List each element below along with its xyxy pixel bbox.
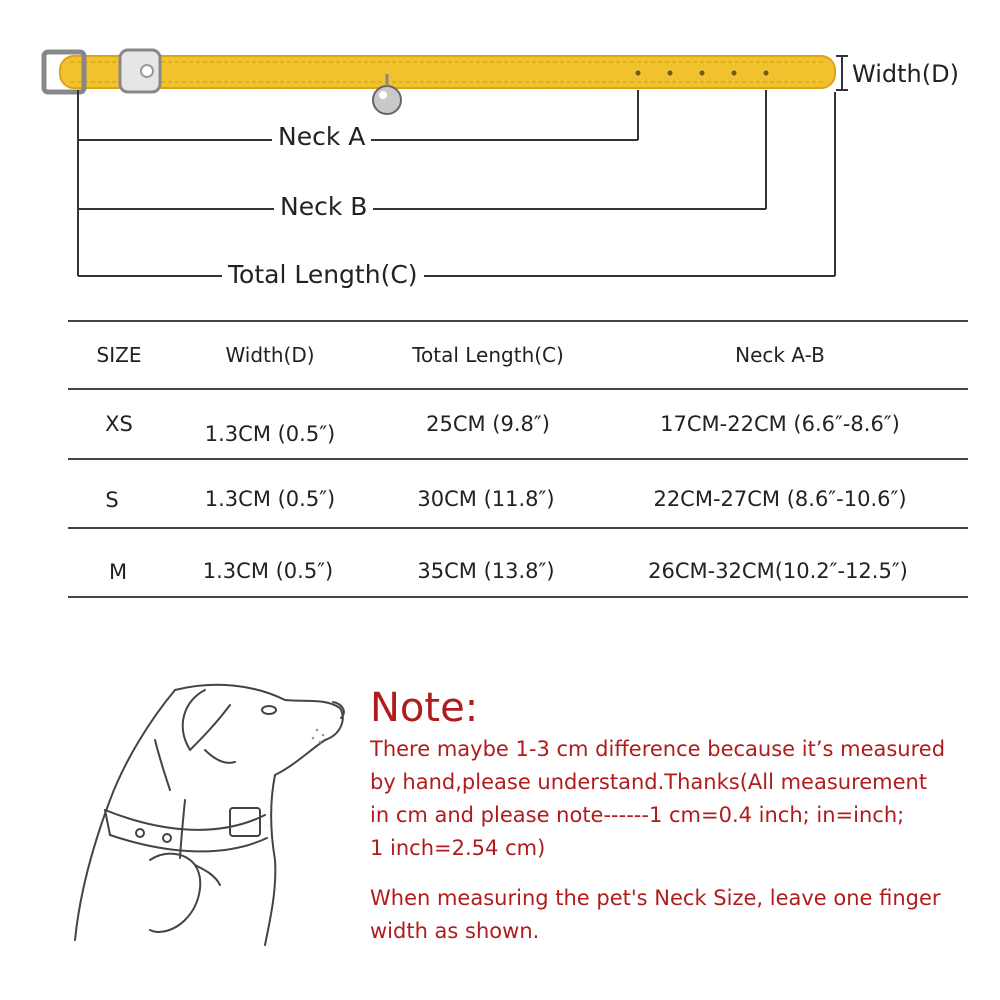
note-line: in cm and please note------1 cm=0.4 inch; in=inch; [370, 803, 905, 827]
table-cell: 22CM-27CM (8.6″-10.6″) [653, 487, 907, 511]
table-cell: 35CM (13.8″) [417, 559, 555, 583]
table-cell: M [108, 560, 128, 584]
bell-icon [373, 86, 401, 114]
header-size: SIZE [96, 343, 142, 367]
note-line: There maybe 1-3 cm difference because it’s measured [370, 737, 946, 761]
width-label: Width(D) [852, 60, 959, 88]
note-line: 1 inch=2.54 cm) [370, 836, 546, 860]
table-cell: 26CM-32CM(10.2″-12.5″) [648, 559, 908, 583]
instruction-line: When measuring the pet's Neck Size, leave one finger [370, 886, 941, 910]
header-total-length: Total Length(C) [412, 343, 564, 367]
header-neck: Neck A-B [735, 343, 825, 367]
total-length-label: Total Length(C) [222, 260, 424, 289]
neck-b-label: Neck B [274, 192, 373, 221]
collar-illustration [0, 0, 1000, 300]
table-cell: S [105, 488, 119, 512]
header-width: Width(D) [225, 343, 315, 367]
note-title: Note: [370, 685, 479, 731]
table-cell: 30CM (11.8″) [417, 487, 555, 511]
dog-illustration [55, 680, 355, 950]
table-cell: 25CM (9.8″) [426, 412, 550, 436]
note-line: by hand,please understand.Thanks(All measurement [370, 770, 928, 794]
table-cell: 1.3CM (0.5″) [204, 487, 336, 511]
table-cell: XS [105, 412, 133, 436]
collar-strap [60, 56, 835, 88]
table-cell: 17CM-22CM (6.6″-8.6″) [660, 412, 900, 436]
instruction-line: width as shown. [370, 919, 540, 943]
table-cell: 1.3CM (0.5″) [204, 422, 336, 446]
neck-a-label: Neck A [272, 122, 371, 151]
table-cell: 1.3CM (0.5″) [202, 559, 334, 583]
